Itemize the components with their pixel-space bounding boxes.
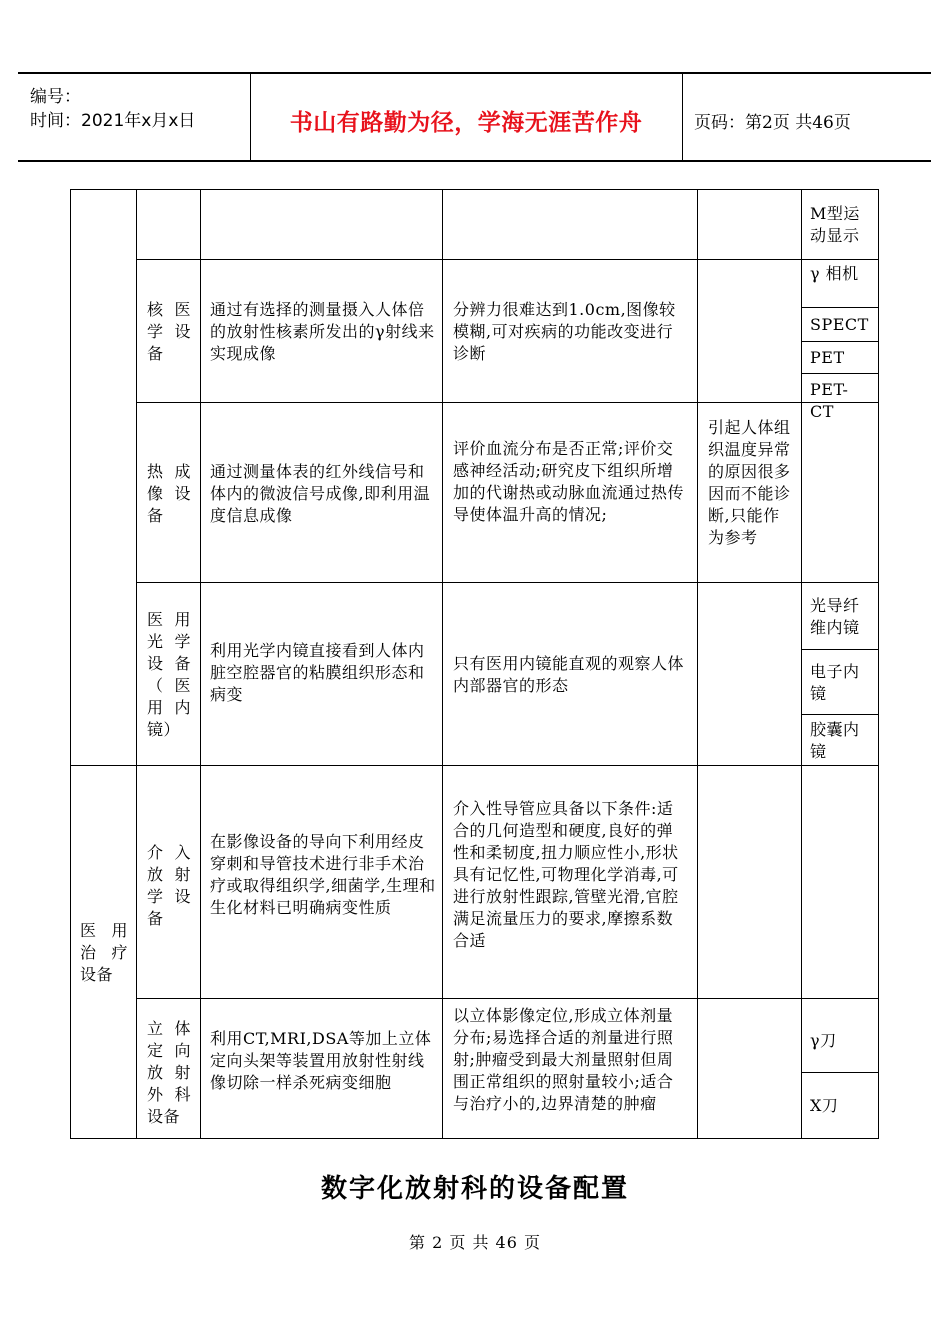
section-title: 数字化放射科的设备配置 [320, 1174, 629, 1204]
subtype-m-mode: M型运动显示 [810, 204, 860, 245]
row-divider [136, 259, 879, 260]
principle-medical-optical: 利用光学内镜直接看到人体内脏空腔器官的粘膜组织形态和病变 [210, 641, 425, 704]
subtype-electronic-endoscope: 电子内镜 [810, 662, 860, 703]
row-divider [136, 402, 879, 403]
column-divider [136, 189, 137, 1139]
equipment-table [70, 189, 879, 1139]
features-interventional: 介入性导管应具备以下条件:适合的几何造型和硬度,良好的弹性和柔韧度,扭力顺应性小,形状具有记忆性,可物理化学消毒,可进行放射性跟踪,管壁光滑,官腔满足流量压力的要求,摩擦系数合适 [453, 799, 679, 950]
subtype-capsule-endoscope: 胶囊内镜 [810, 720, 860, 761]
features-thermal-imaging: 评价血流分布是否正常;评价交感神经活动;研究皮下组织所增加的代谢热或动脉血流通过热传导使体温升高的情况; [453, 439, 685, 524]
subtype-spect: SPECT [810, 315, 869, 334]
features-medical-optical: 只有医用内镜能直观的观察人体内部器官的形态 [453, 654, 685, 695]
column-divider [200, 189, 201, 1139]
column-divider [442, 189, 443, 1139]
equipment-stereotactic: 立体定向放射外科设备 [147, 1019, 191, 1126]
features-stereotactic: 以立体影像定位,形成立体剂量分布;易选择合适的剂量进行照射;肿瘤受到最大剂量照射但周围正常组织的照射量较小;适合与治疗小的,边界清楚的肿瘤 [453, 1006, 674, 1113]
notes-thermal-imaging: 引起人体组织温度异常的原因很多因而不能诊断,只能作为参考 [708, 418, 791, 547]
subtype-divider [801, 714, 879, 715]
principle-nuclear-medicine: 通过有选择的测量摄入人体倍的放射性核素所发出的γ射线来实现成像 [210, 300, 435, 363]
subtype-x-knife: X刀 [810, 1096, 839, 1115]
subtype-fiber-endoscope: 光导纤维内镜 [810, 596, 860, 637]
equipment-nuclear-medicine: 核医学设备 [147, 300, 191, 363]
equipment-medical-optical: 医用光学设备（医用内镜） [147, 610, 191, 739]
column-divider [801, 189, 802, 1139]
features-nuclear-medicine: 分辨力很难达到1.0cm,图像较模糊,可对疾病的功能改变进行诊断 [453, 300, 676, 363]
column-divider [697, 189, 698, 1139]
subtype-gamma-camera: γ 相机 [810, 264, 859, 283]
page-header [18, 72, 931, 162]
table-border [70, 189, 71, 1139]
equipment-interventional: 介入放射学设备 [147, 843, 191, 928]
subtype-divider [801, 1072, 879, 1073]
table-border [70, 189, 879, 190]
subtype-gamma-knife: γ刀 [810, 1031, 837, 1050]
subtype-pet-ct: PET-CT [810, 380, 849, 421]
header-motto: 书山有路勤为径，学海无涯苦作舟 [289, 110, 643, 136]
principle-interventional: 在影像设备的导向下利用经皮穿刺和导管技术进行非手术治疗或取得组织学,细菌学,生理和生化材料已明确病变性质 [210, 832, 436, 917]
row-divider [70, 765, 879, 766]
principle-thermal-imaging: 通过测量体表的红外线信号和体内的微波信号成像,即利用温度信息成像 [210, 462, 431, 525]
row-divider [136, 998, 879, 999]
subtype-divider [801, 649, 879, 650]
subtype-divider [801, 341, 879, 342]
table-border [70, 1138, 879, 1139]
header-divider [682, 74, 683, 160]
header-page-number: 页码：第2页 共46页 [694, 113, 851, 133]
document-number-label: 编号： [30, 87, 81, 107]
subtype-divider [801, 373, 879, 374]
row-divider [136, 582, 879, 583]
subtype-pet: PET [810, 348, 845, 367]
category-therapy-equipment: 医用治疗设备 [80, 921, 128, 984]
page-footer: 第 2 页 共 46 页 [409, 1233, 541, 1252]
principle-stereotactic: 利用CT,MRI,DSA等加上立体定向头架等装置用放射性射线像切除一样杀死病变细胞 [210, 1029, 432, 1092]
subtype-divider [801, 307, 879, 308]
table-border [878, 189, 879, 1139]
document-time-label: 时间：2021年x月x日 [30, 111, 196, 131]
equipment-thermal-imaging: 热成像设备 [147, 462, 191, 525]
